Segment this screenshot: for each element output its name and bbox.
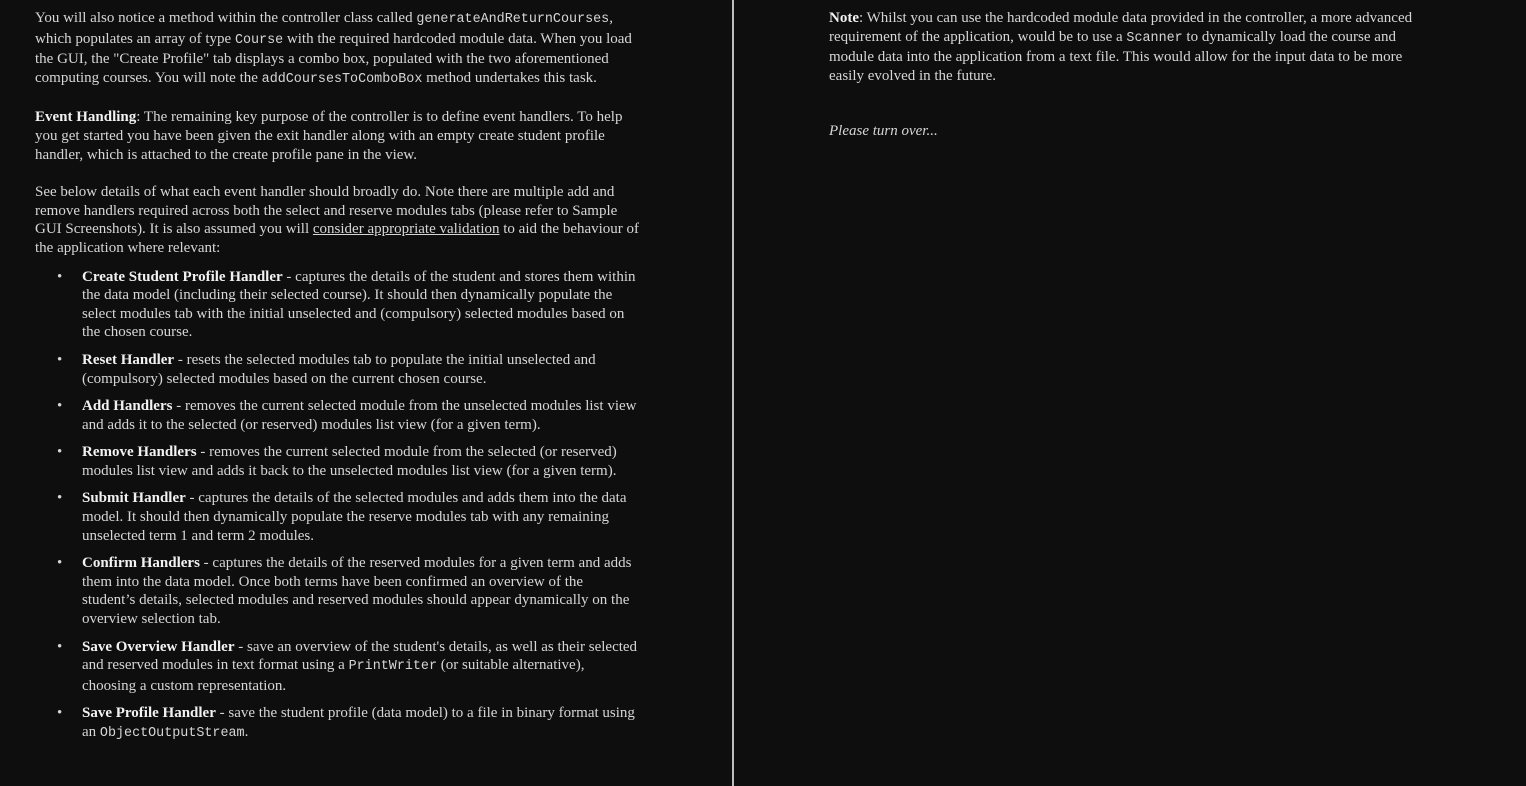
item-text: (or suitable alternative), choosing a custom representation. bbox=[82, 657, 585, 694]
item-title: Create Student Profile Handler bbox=[82, 268, 283, 285]
code-scanner: Scanner bbox=[1126, 30, 1183, 46]
list-item bbox=[35, 638, 640, 696]
bullet-icon: • bbox=[57, 398, 63, 415]
note-label: Note bbox=[829, 10, 859, 26]
note-text: : Whilst you can use the hardcoded module data provided in the controller, a more advanced requirement of the application, would be to use a bbox=[829, 10, 1413, 45]
note-text: to dynamically load the course and module data into the application from a text file. This would allow for the input data to be more easily evolved in the future. bbox=[829, 28, 1403, 84]
item-title: Reset Handler bbox=[82, 351, 175, 368]
list-item bbox=[35, 554, 640, 628]
bullet-icon: • bbox=[57, 351, 63, 368]
item-text: - captures the details of the student and stores them within the data model (including their selected course). It should then dynamically populate the select modules tab with the initial unselected and (compulsory) selected modules based on the chosen course. bbox=[82, 268, 636, 341]
code-add-courses: addCoursesToComboBox bbox=[261, 71, 423, 87]
item-text: - save the student profile (data model) to a file in binary format using an bbox=[82, 705, 635, 740]
event-handling-text: : The remaining key purpose of the controller is to define event handlers. To help you get started you have been given the exit handler along with an empty create student profile handler, which is attached to the create profile pane in the view. bbox=[35, 109, 623, 163]
bullet-icon: • bbox=[57, 638, 63, 655]
code-course: Course bbox=[234, 32, 284, 48]
list-item bbox=[35, 268, 640, 342]
item-text: - captures the details of the reserved modules for a given term and adds them into the data model. Once both terms have been confirmed an overview of the student’s details, selected modules and reserved modules should appear dynamically on the overview selection tab. bbox=[82, 555, 632, 628]
item-title: Remove Handlers bbox=[82, 444, 197, 461]
note-paragraph bbox=[829, 9, 1419, 85]
bullet-icon: • bbox=[57, 268, 63, 285]
item-text: . bbox=[244, 724, 249, 740]
item-title: Save Profile Handler bbox=[82, 705, 216, 722]
intro-text: You will also notice a method within the controller class called bbox=[35, 10, 413, 26]
page-divider bbox=[732, 0, 734, 786]
code-objectoutputstream: ObjectOutputStream bbox=[99, 726, 245, 741]
bullet-icon: • bbox=[57, 555, 63, 572]
intro-text: , which populates an array of type bbox=[35, 10, 613, 47]
handlers-intro-paragraph bbox=[35, 183, 640, 257]
item-title: Confirm Handlers bbox=[82, 555, 200, 572]
item-text: - removes the current selected module from the selected (or reserved) modules list view and adds it back to the unselected modules list view (for a given term). bbox=[82, 444, 617, 479]
turn-over-text: Please turn over... bbox=[829, 123, 938, 140]
intro-text: method undertakes this task. bbox=[422, 69, 597, 86]
list-item bbox=[35, 397, 640, 434]
list-item bbox=[35, 443, 640, 480]
bullet-icon: • bbox=[57, 705, 63, 722]
validation-link[interactable]: consider appropriate validation bbox=[312, 221, 500, 238]
code-generate-courses: generateAndReturnCourses bbox=[416, 12, 610, 27]
handler-list bbox=[35, 268, 640, 744]
handlers-intro-text: See below details of what each event handler should broadly do. Note there are multiple add and remove handlers required across both the select and reserve modules tabs (please refer to Sample GUI Screenshots). It is also assumed you will bbox=[35, 184, 618, 238]
list-item bbox=[35, 704, 640, 743]
left-column bbox=[35, 9, 640, 753]
item-text: - save an overview of the student's details, as well as their selected and reserved modules in text format using a bbox=[82, 638, 638, 674]
item-title: Add Handlers bbox=[82, 398, 173, 415]
right-column bbox=[829, 9, 1419, 141]
event-handling-paragraph bbox=[35, 108, 640, 164]
intro-paragraph bbox=[35, 9, 640, 89]
event-handling-heading: Event Handling bbox=[35, 109, 137, 126]
bullet-icon: • bbox=[57, 444, 63, 461]
item-title: Save Overview Handler bbox=[82, 638, 235, 655]
intro-text: with the required hardcoded module data. When you load the GUI, the "Create Profile" tab displays a combo box, populated with the two aforementioned computing courses. You will note the bbox=[35, 30, 632, 86]
item-text: - removes the current selected module from the unselected modules list view and adds it to the selected (or reserved) modules list view (for a given term). bbox=[82, 398, 637, 433]
list-item bbox=[35, 489, 640, 545]
item-text: - captures the details of the selected modules and adds them into the data model. It should then dynamically populate the reserve modules tab with any remaining unselected term 1 and term 2 modules. bbox=[82, 490, 627, 544]
item-text: - resets the selected modules tab to populate the initial unselected and (compulsory) selected modules based on the current chosen course. bbox=[82, 351, 596, 387]
handlers-intro-text: to aid the behaviour of the application where relevant: bbox=[35, 221, 640, 256]
item-title: Submit Handler bbox=[82, 490, 186, 507]
bullet-icon: • bbox=[57, 490, 63, 507]
list-item bbox=[35, 351, 640, 388]
code-printwriter: PrintWriter bbox=[348, 659, 438, 675]
